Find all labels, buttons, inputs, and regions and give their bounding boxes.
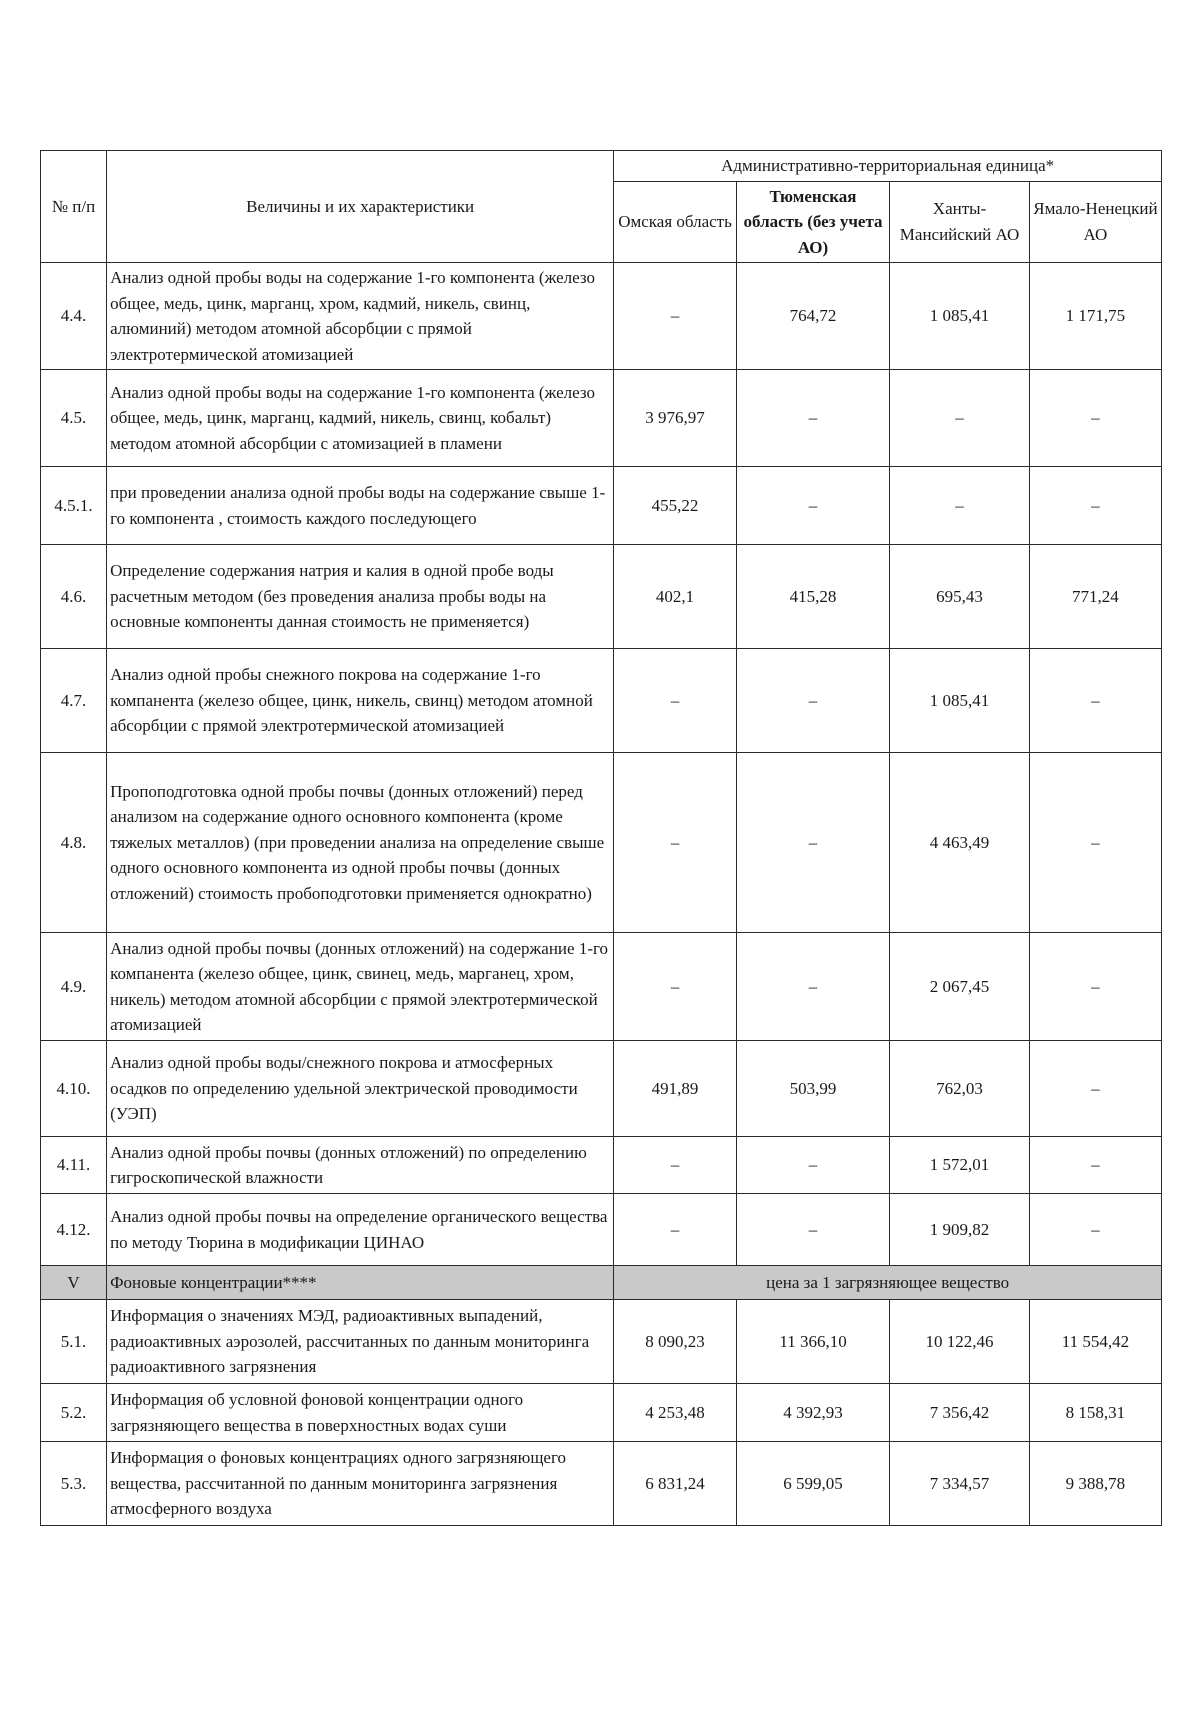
value-khmao: 1 085,41	[890, 649, 1030, 753]
row-description: Информация о фоновых концентрациях одного загрязняющего вещества, рассчитанной по данным мониторинга загрязнения атмосферного воздуха	[107, 1442, 614, 1526]
value-yanao: –	[1029, 1137, 1161, 1194]
value-yanao: –	[1029, 370, 1161, 467]
value-omsk: –	[614, 753, 737, 933]
value-omsk: –	[614, 649, 737, 753]
row-number: 4.12.	[41, 1194, 107, 1266]
value-yanao: 8 158,31	[1029, 1384, 1161, 1442]
row-description: Анализ одной пробы почвы (донных отложений) на содержание 1-го компанента (железо общее, цинк, свинец, медь, марганец, хром, никель) методом атомной абсорбции с прямой электротермической атомизацией	[107, 933, 614, 1041]
value-tyumen: 415,28	[736, 545, 889, 649]
table-row	[41, 1384, 1162, 1442]
row-description: Анализ одной пробы воды на содержание 1-го компонента (железо общее, медь, цинк, марганц, кадмий, никель, свинц, кобальт) методом атомной абсорбции с атомизацией в пламени	[107, 370, 614, 467]
value-omsk: –	[614, 1194, 737, 1266]
row-description: Информация о значениях МЭД, радиоактивных выпадений, радиоактивных аэрозолей, рассчитанных по данным мониторинга радиоактивного загрязнения	[107, 1300, 614, 1384]
value-tyumen: –	[736, 1137, 889, 1194]
value-khmao: 7 334,57	[890, 1442, 1030, 1526]
row-number: 4.6.	[41, 545, 107, 649]
row-description: Пропоподготовка одной пробы почвы (донных отложений) перед анализом на содержание одного основного компонента (кроме тяжелых металлов) (при проведении анализа на определение свыше одного основного компонента из одной пробы почвы (донных отложений) стоимость пробоподготовки применяется однократно)	[107, 753, 614, 933]
header-region-omsk: Омская область	[614, 181, 737, 263]
value-tyumen: 764,72	[736, 263, 889, 370]
table-row	[41, 933, 1162, 1041]
row-number: 4.11.	[41, 1137, 107, 1194]
table-row	[41, 263, 1162, 370]
value-yanao: –	[1029, 467, 1161, 545]
table-row	[41, 1442, 1162, 1526]
section-header-row	[41, 1266, 1162, 1300]
value-omsk: 3 976,97	[614, 370, 737, 467]
table-row	[41, 1137, 1162, 1194]
row-number: 4.8.	[41, 753, 107, 933]
value-tyumen: –	[736, 370, 889, 467]
value-omsk: 455,22	[614, 467, 737, 545]
row-number: 5.3.	[41, 1442, 107, 1526]
value-yanao: –	[1029, 753, 1161, 933]
value-tyumen: –	[736, 933, 889, 1041]
value-tyumen: 4 392,93	[736, 1384, 889, 1442]
section-number: V	[41, 1266, 107, 1300]
table-row	[41, 467, 1162, 545]
value-khmao: 10 122,46	[890, 1300, 1030, 1384]
row-number: 4.4.	[41, 263, 107, 370]
value-tyumen: –	[736, 649, 889, 753]
value-omsk: –	[614, 933, 737, 1041]
header-admin-unit: Административно-территориальная единица*	[614, 151, 1162, 182]
row-number: 5.2.	[41, 1384, 107, 1442]
row-description: Анализ одной пробы почвы (донных отложений) по определению гигроскопической влажности	[107, 1137, 614, 1194]
value-khmao: 7 356,42	[890, 1384, 1030, 1442]
value-yanao: –	[1029, 649, 1161, 753]
row-description: Анализ одной пробы снежного покрова на содержание 1-го компанента (железо общее, цинк, никель, свинц) методом атомной абсорбции с прямой электротермической атомизацией	[107, 649, 614, 753]
value-omsk: 4 253,48	[614, 1384, 737, 1442]
value-omsk: 402,1	[614, 545, 737, 649]
table-row	[41, 545, 1162, 649]
value-omsk: 491,89	[614, 1041, 737, 1137]
tariff-table	[40, 150, 1162, 1526]
row-number: 4.7.	[41, 649, 107, 753]
value-tyumen: –	[736, 467, 889, 545]
value-yanao: 11 554,42	[1029, 1300, 1161, 1384]
value-tyumen: –	[736, 753, 889, 933]
value-omsk: –	[614, 263, 737, 370]
row-number: 5.1.	[41, 1300, 107, 1384]
value-yanao: –	[1029, 933, 1161, 1041]
value-tyumen: 503,99	[736, 1041, 889, 1137]
value-khmao: 1 085,41	[890, 263, 1030, 370]
table-row	[41, 753, 1162, 933]
value-khmao: –	[890, 370, 1030, 467]
row-description: Информация об условной фоновой концентрации одного загрязняющего вещества в поверхностных водах суши	[107, 1384, 614, 1442]
table-row	[41, 649, 1162, 753]
value-tyumen: 11 366,10	[736, 1300, 889, 1384]
value-khmao: 2 067,45	[890, 933, 1030, 1041]
value-khmao: 4 463,49	[890, 753, 1030, 933]
row-description: при проведении анализа одной пробы воды на содержание свыше 1-го компонента , стоимость каждого последующего	[107, 467, 614, 545]
row-number: 4.5.	[41, 370, 107, 467]
value-yanao: –	[1029, 1194, 1161, 1266]
value-omsk: 6 831,24	[614, 1442, 737, 1526]
row-number: 4.10.	[41, 1041, 107, 1137]
value-khmao: 1 572,01	[890, 1137, 1030, 1194]
header-region-tyumen	[736, 181, 889, 263]
value-tyumen: 6 599,05	[736, 1442, 889, 1526]
value-khmao: 1 909,82	[890, 1194, 1030, 1266]
section-price-note: цена за 1 загрязняющее вещество	[614, 1266, 1162, 1300]
table-row	[41, 370, 1162, 467]
header-description: Величины и их характеристики	[107, 151, 614, 263]
value-omsk: –	[614, 1137, 737, 1194]
value-khmao: 695,43	[890, 545, 1030, 649]
value-khmao: –	[890, 467, 1030, 545]
row-description: Анализ одной пробы воды на содержание 1-го компонента (железо общее, медь, цинк, марганц, хром, кадмий, никель, свинц, алюминий) методом атомной абсорбции с прямой электротермической атомизацией	[107, 263, 614, 370]
row-description: Анализ одной пробы почвы на определение органического вещества по методу Тюрина в модификации ЦИНАО	[107, 1194, 614, 1266]
row-description: Анализ одной пробы воды/снежного покрова и атмосферных осадков по определению удельной электрической проводимости (УЭП)	[107, 1041, 614, 1137]
header-region-yanao: Ямало-Ненецкий АО	[1029, 181, 1161, 263]
row-description: Определение содержания натрия и калия в одной пробе воды расчетным методом (без проведения анализа пробы воды на основные компоненты данная стоимость не применяется)	[107, 545, 614, 649]
header-region-tyumen-label: Тюменская область (без учета АО)	[743, 186, 883, 257]
row-number: 4.5.1.	[41, 467, 107, 545]
section-title: Фоновые концентрации****	[107, 1266, 614, 1300]
value-yanao: 771,24	[1029, 545, 1161, 649]
row-number: 4.9.	[41, 933, 107, 1041]
value-khmao: 762,03	[890, 1041, 1030, 1137]
value-yanao: 1 171,75	[1029, 263, 1161, 370]
value-omsk: 8 090,23	[614, 1300, 737, 1384]
table-row	[41, 1041, 1162, 1137]
value-yanao: –	[1029, 1041, 1161, 1137]
header-num: № п/п	[41, 151, 107, 263]
table-row	[41, 1300, 1162, 1384]
header-region-khmao: Ханты-Мансийский АО	[890, 181, 1030, 263]
value-tyumen: –	[736, 1194, 889, 1266]
table-row	[41, 1194, 1162, 1266]
value-yanao: 9 388,78	[1029, 1442, 1161, 1526]
